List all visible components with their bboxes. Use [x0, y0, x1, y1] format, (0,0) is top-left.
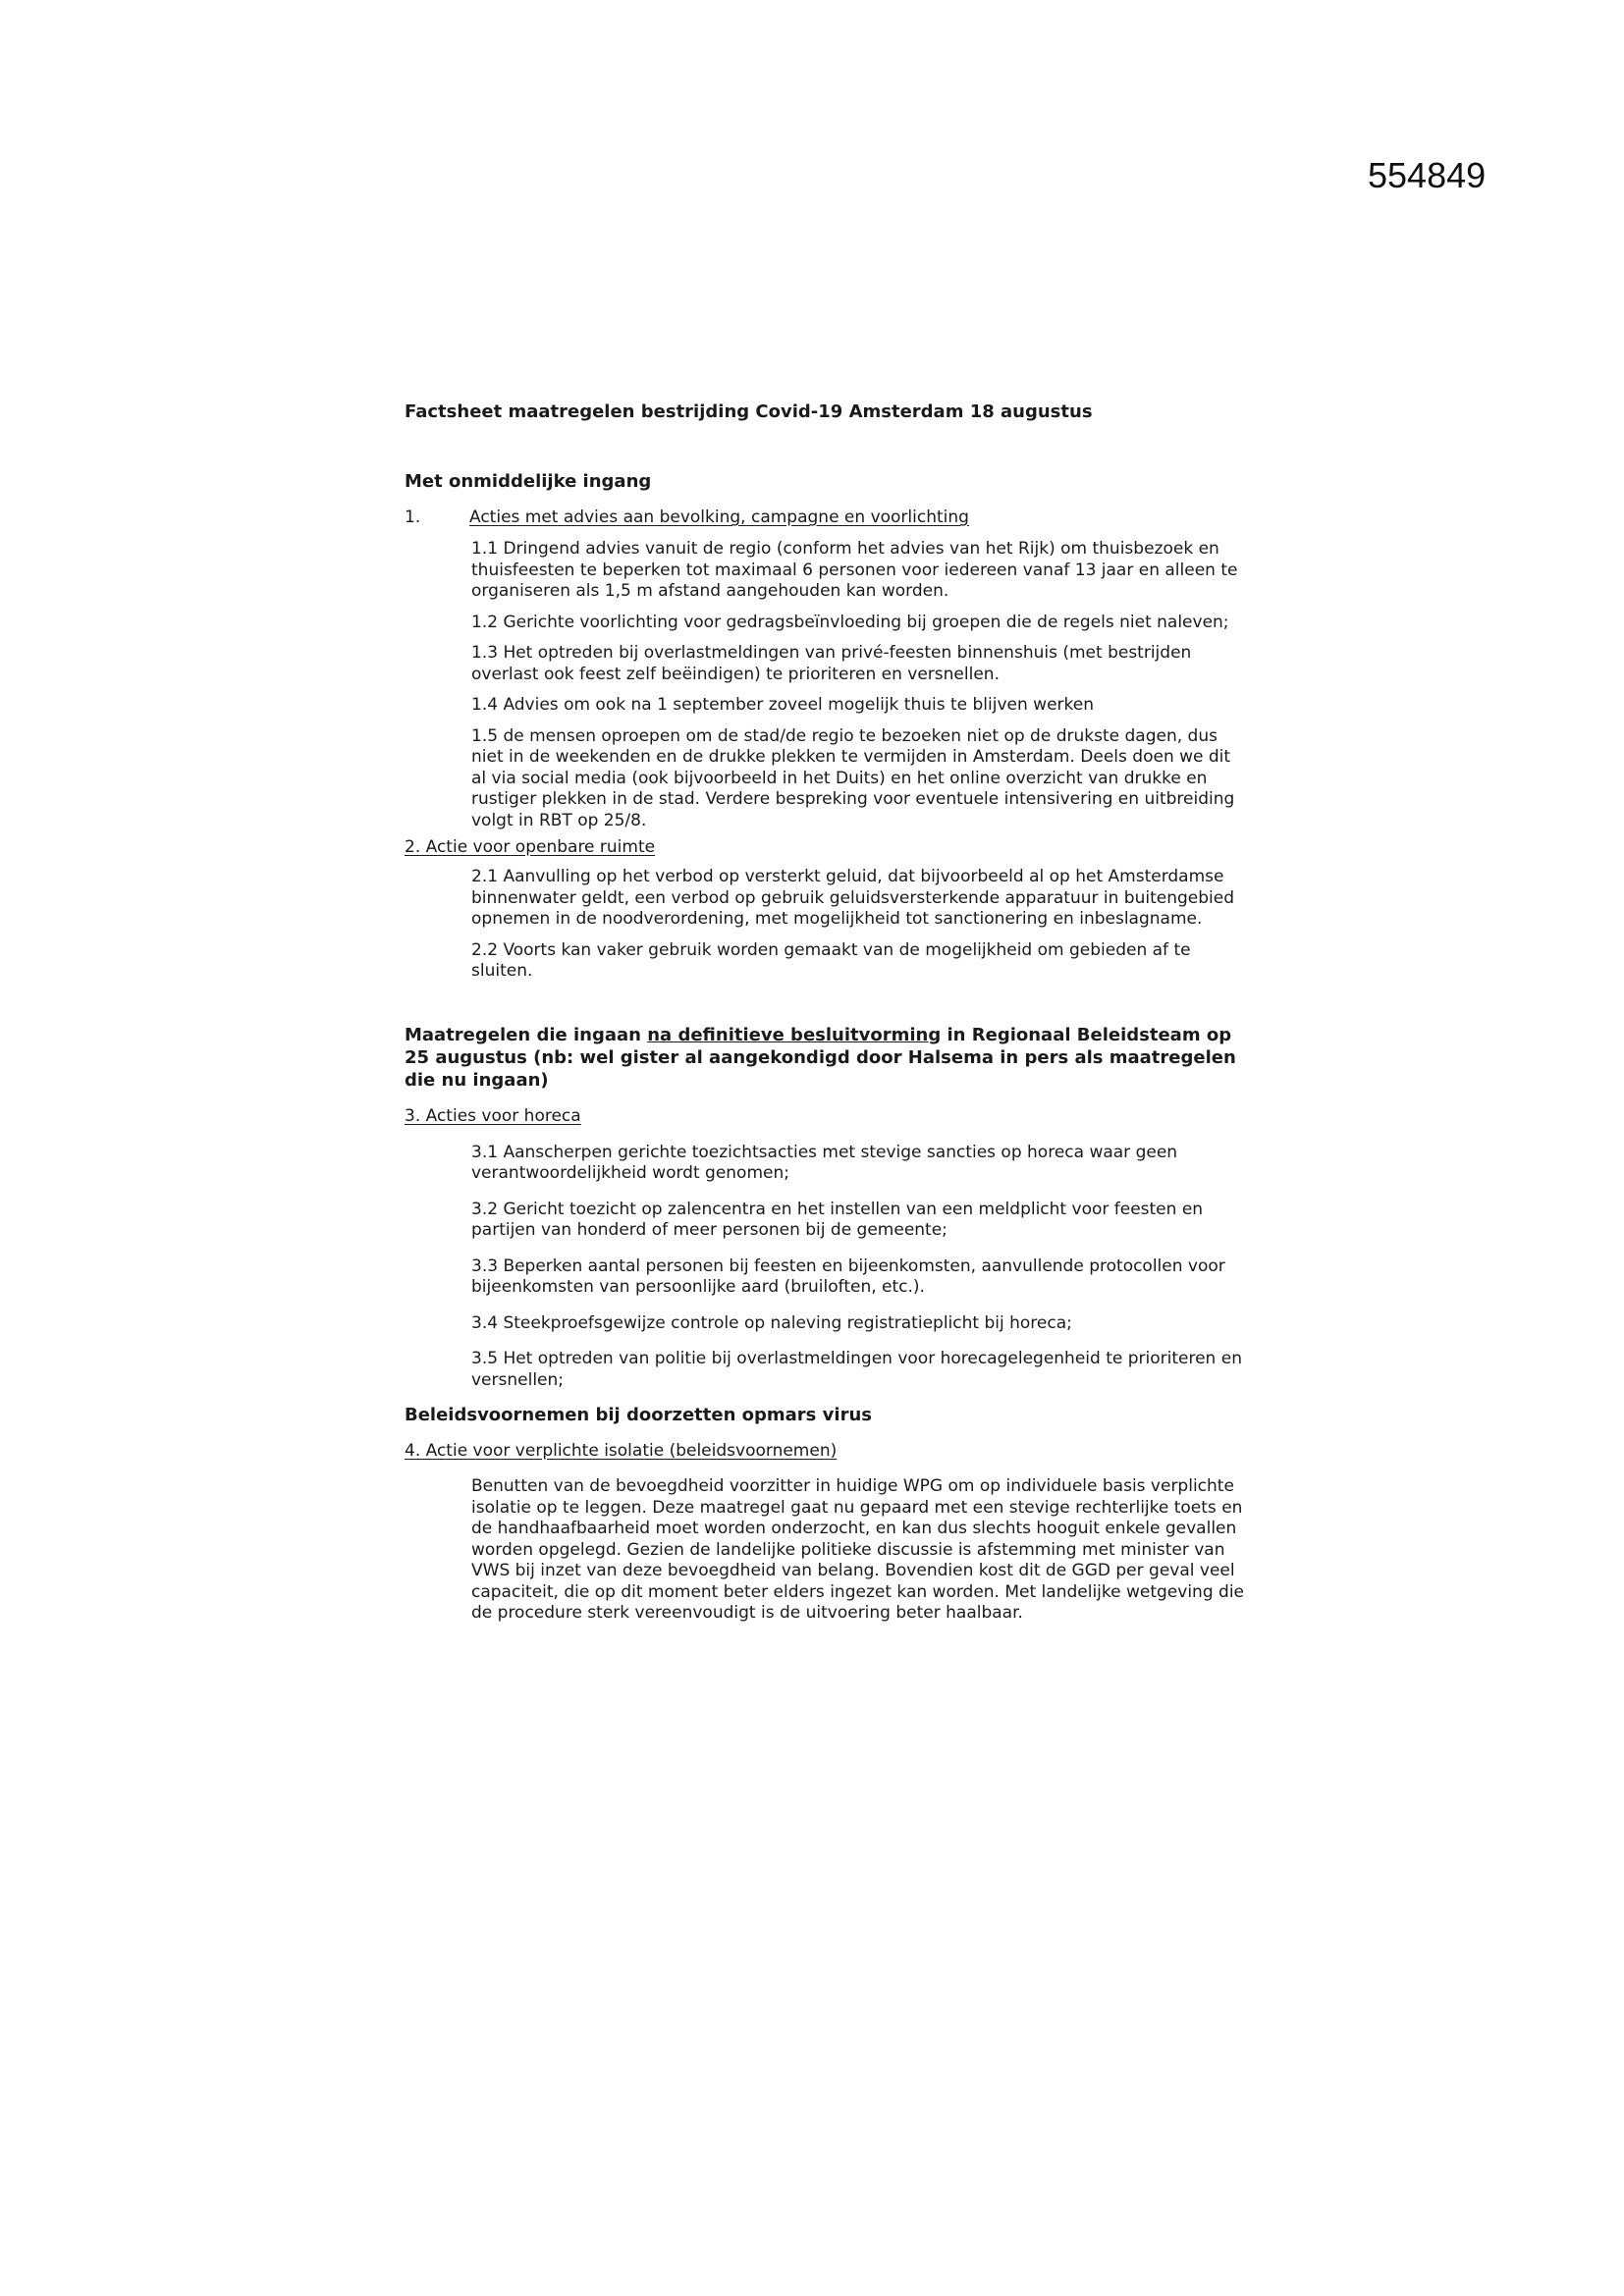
heading-policy-intent: Beleidsvoornemen bij doorzetten opmars virus	[405, 1405, 872, 1425]
heading-immediate: Met onmiddelijke ingang	[405, 471, 652, 492]
item-2-1: 2.1 Aanvulling op het verbod op versterkt geluid, dat bijvoorbeeld al op het Amsterdamse binnenwater geldt, een verbod op gebruik geluidsversterkende apparatuur in buitengebied opnemen in de noodverordening, met mogelijkheid tot sanctionering en inbeslagname.	[471, 867, 1234, 929]
item-1-1: 1.1 Dringend advies vanuit de regio (conform het advies van het Rijk) om thuisbezoek en thuisfeesten te beperken tot maximaal 6 personen voor iedereen vanaf 13 jaar en alleen te organiseren als 1,5 m afstand aangehouden kan worden.	[471, 539, 1238, 601]
heading-after-decision	[405, 1024, 1249, 1092]
section-2-heading: 2. Actie voor openbare ruimte	[405, 837, 656, 857]
section-4-heading: 4. Actie voor verplichte isolatie (beleidsvoornemen)	[405, 1441, 838, 1461]
heading-after-decision-post: in Regionaal Beleidsteam op 25 augustus (nb: wel gister al aangekondigd door Halsema in pers als maatregelen die nu ingaan)	[405, 1024, 1236, 1091]
item-2-2: 2.2 Voorts kan vaker gebruik worden gemaakt van de mogelijkheid om gebieden af te sluiten.	[471, 939, 1191, 981]
section-1-title: Acties met advies aan bevolking, campagne en voorlichting	[469, 507, 969, 527]
heading-after-decision-underlined: na definitieve besluitvorming	[647, 1024, 942, 1045]
factsheet-body	[405, 400, 1249, 1625]
item-1-3: 1.3 Het optreden bij overlastmeldingen van privé-feesten binnenshuis (met bestrijden overlast ook feest zelf beëindigen) te prioriteren en versnellen.	[471, 643, 1192, 684]
section-1-heading	[405, 507, 1249, 528]
section-1-number: 1.	[405, 507, 421, 527]
item-3-2: 3.2 Gericht toezicht op zalencentra en het instellen van een meldplicht voor feesten en partijen van honderd of meer personen bij de gemeente;	[471, 1199, 1204, 1240]
item-3-3: 3.3 Beperken aantal personen bij feesten en bijeenkomsten, aanvullende protocollen voor bijeenkomsten van persoonlijke aard (bruiloften, etc.).	[471, 1255, 1225, 1297]
section-3-heading: 3. Acties voor horeca	[405, 1105, 581, 1126]
item-3-5: 3.5 Het optreden van politie bij overlastmeldingen voor horecagelegenheid te prioriteren en versnellen;	[471, 1349, 1242, 1390]
item-3-1: 3.1 Aanscherpen gerichte toezichtsacties met stevige sancties op horeca waar geen verantwoordelijkheid wordt genomen;	[471, 1142, 1178, 1183]
item-1-2: 1.2 Gerichte voorlichting voor gedragsbeïnvloeding bij groepen die de regels niet naleven;	[471, 612, 1229, 632]
document-title: Factsheet maatregelen bestrijding Covid-19 Amsterdam 18 augustus	[405, 401, 1093, 422]
document-id: 554849	[1368, 155, 1487, 195]
item-4-text: Benutten van de bevoegdheid voorzitter in huidige WPG om op individuele basis verplichte isolatie op te leggen. Deze maatregel gaat nu gepaard met een stevige rechterlijke toets en de handhaafbaarheid moet worden onderzocht, en kan dus slechts hooguit enkele gevallen worden opgelegd. Gezien de landelijke politieke discussie is afstemming met minister van VWS bij inzet van deze bevoegdheid van belang. Bovendien kost dit de GGD per geval veel capaciteit, die op dit moment beter elders ingezet kan worden. Met landelijke wetgeving die de procedure sterk vereenvoudigt is de uitvoering beter haalbaar.	[471, 1476, 1244, 1623]
item-1-4: 1.4 Advies om ook na 1 september zoveel mogelijk thuis te blijven werken	[471, 695, 1094, 715]
item-1-5: 1.5 de mensen oproepen om de stad/de regio te bezoeken niet op de drukste dagen, dus niet in de weekenden en de drukke plekken te vermijden in Amsterdam. Deels doen we dit al via social media (ook bijvoorbeeld in het Duits) en het online overzicht van drukke en rustiger plekken in de stad. Verdere bespreking voor eventuele intensivering en uitbreiding volgt in RBT op 25/8.	[471, 725, 1235, 830]
item-3-4: 3.4 Steekproefsgewijze controle op naleving registratieplicht bij horeca;	[471, 1312, 1072, 1333]
heading-after-decision-pre: Maatregelen die ingaan	[405, 1024, 648, 1045]
